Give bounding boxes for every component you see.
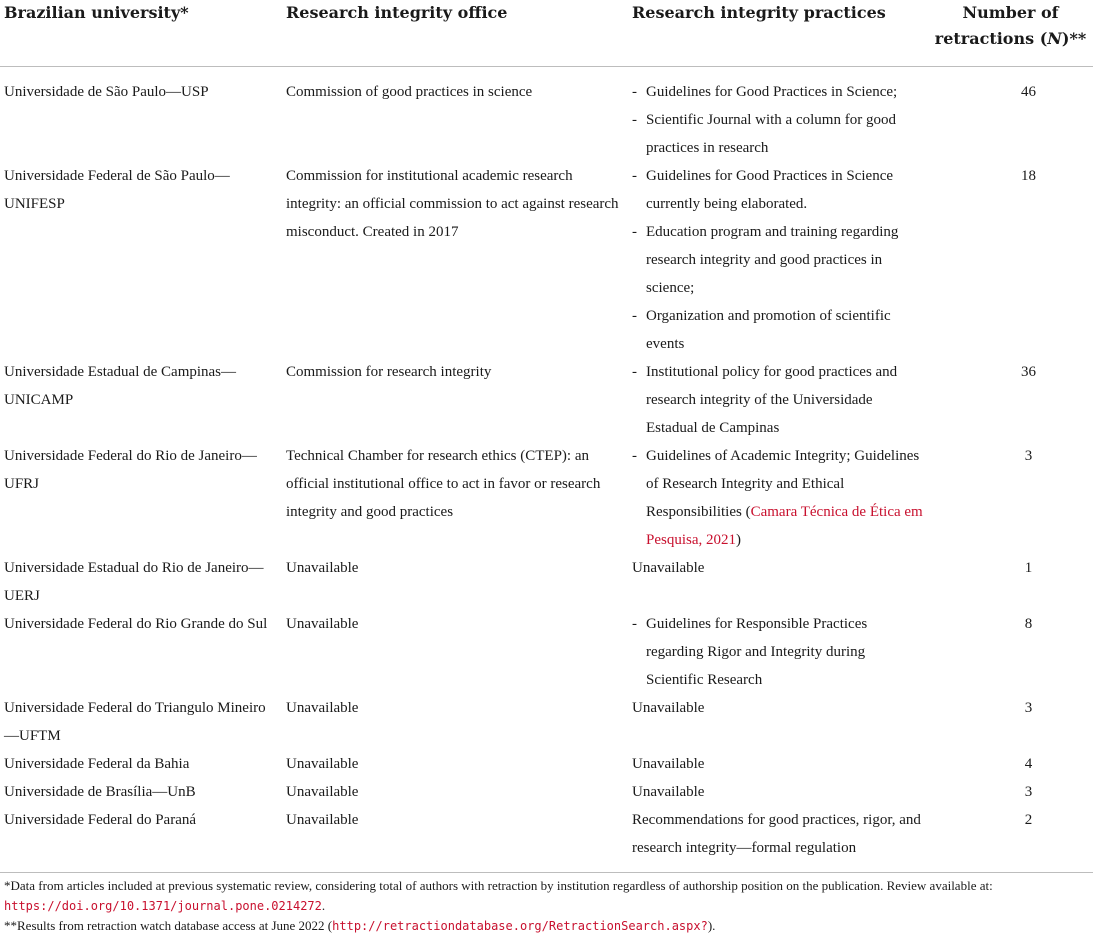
dash-marker: -	[632, 615, 637, 632]
table-row	[0, 750, 1093, 778]
header-practices-label: Research integrity practices	[632, 3, 886, 22]
cell-office: Technical Chamber for research ethics (CTEP): an official institutional office to act in favor or research integrity and good practices	[286, 447, 601, 520]
cell-university: Universidade Federal do Rio Grande do Sul	[4, 615, 268, 632]
cell-practices: Unavailable	[632, 559, 705, 576]
cell-practices	[628, 66, 928, 162]
cell-retractions: 18	[1021, 167, 1036, 184]
cell-practices	[628, 610, 928, 694]
practice-item	[632, 78, 924, 106]
table-row	[0, 358, 1093, 442]
table-row	[0, 442, 1093, 554]
practice-item	[632, 610, 924, 694]
cell-retractions: 36	[1021, 363, 1036, 380]
header-retractions-line1: Number of	[962, 3, 1059, 22]
footnote-2-database-link[interactable]: http://retractiondatabase.org/RetractionSearch.aspx?	[332, 919, 708, 933]
cell-office: Unavailable	[286, 699, 359, 716]
dash-marker: -	[632, 447, 637, 464]
practice-item	[632, 106, 924, 162]
table-header	[0, 0, 1093, 66]
cell-office: Unavailable	[286, 755, 359, 772]
cell-retractions: 4	[1024, 755, 1033, 772]
footnote-1-end: .	[321, 898, 326, 913]
dash-marker: -	[632, 167, 637, 184]
cell-office: Unavailable	[286, 783, 359, 800]
practice-text-close: )	[736, 531, 741, 548]
cell-university: Universidade Estadual do Rio de Janeiro—UERJ	[4, 559, 264, 604]
footnote-1-doi-link[interactable]: https://doi.org/10.1371/journal.pone.0214272	[4, 899, 322, 913]
header-row	[0, 0, 1093, 66]
cell-practices	[628, 162, 928, 358]
practice-item	[632, 358, 924, 442]
practice-text: Guidelines for Good Practices in Science currently being elaborated.	[646, 167, 894, 212]
table-body	[0, 66, 1093, 872]
footnote-2-end: ).	[707, 918, 716, 933]
practices-list	[632, 610, 924, 694]
cell-office: Unavailable	[286, 811, 359, 828]
footnote-2	[4, 916, 1089, 936]
cell-retractions: 3	[1024, 447, 1033, 464]
header-office-label: Research integrity office	[286, 3, 508, 22]
header-retractions-post: )**	[1061, 29, 1087, 48]
practices-list	[632, 162, 924, 358]
dash-marker: -	[632, 307, 637, 324]
cell-university: Universidade Federal do Paraná	[4, 811, 197, 828]
footnote-1	[4, 876, 1089, 916]
practice-text: Guidelines for Responsible Practices regarding Rigor and Integrity during Scientific Research	[646, 615, 868, 688]
table-row	[0, 162, 1093, 358]
cell-practices: Unavailable	[632, 699, 705, 716]
practice-text: Guidelines for Good Practices in Science;	[646, 83, 898, 100]
cell-office: Unavailable	[286, 615, 359, 632]
cell-university: Universidade Federal de São Paulo—UNIFESP	[4, 167, 230, 212]
header-practices	[628, 0, 928, 66]
header-retractions	[928, 0, 1093, 66]
dash-marker: -	[632, 223, 637, 240]
header-retractions-pre: retractions (	[934, 29, 1048, 48]
table-row	[0, 610, 1093, 694]
cell-office: Unavailable	[286, 559, 359, 576]
cell-university: Universidade Federal do Triangulo Mineiro—UFTM	[4, 699, 266, 744]
dash-marker: -	[632, 111, 637, 128]
practice-text: Scientific Journal with a column for good practices in research	[646, 111, 896, 156]
table-row	[0, 66, 1093, 162]
cell-retractions: 3	[1024, 783, 1033, 800]
practice-item	[632, 218, 924, 302]
cell-practices: Unavailable	[632, 783, 705, 800]
table-row	[0, 806, 1093, 873]
dash-marker: -	[632, 363, 637, 380]
dash-marker: -	[632, 83, 637, 100]
practice-text: Institutional policy for good practices and research integrity of the Universidade Estadual de Campinas	[646, 363, 898, 436]
footnote-1-text: *Data from articles included at previous systematic review, considering total of authors with retraction by institution regardless of authorship position on the publication. Review available at:	[4, 878, 993, 893]
cell-office: Commission for research integrity	[286, 363, 492, 380]
cell-university: Universidade de São Paulo—USP	[4, 83, 209, 100]
practice-text: Guidelines of Academic Integrity; Guidelines of Research Integrity and Ethical Responsibilities (	[646, 447, 920, 520]
cell-practices	[628, 358, 928, 442]
cell-retractions: 1	[1024, 559, 1033, 576]
practice-text: Organization and promotion of scientific events	[646, 307, 891, 352]
cell-practices	[628, 442, 928, 554]
cell-office: Commission of good practices in science	[286, 83, 533, 100]
practice-item	[632, 442, 924, 554]
cell-university: Universidade Federal da Bahia	[4, 755, 190, 772]
table-row	[0, 694, 1093, 750]
footnote-2-text: **Results from retraction watch database access at June 2022 (	[4, 918, 333, 933]
table-row	[0, 778, 1093, 806]
table-footnotes	[4, 876, 1089, 936]
header-university	[0, 0, 282, 66]
cell-university: Universidade Estadual de Campinas—UNICAMP	[4, 363, 237, 408]
practice-item	[632, 162, 924, 218]
cell-university: Universidade Federal do Rio de Janeiro—UFRJ	[4, 447, 257, 492]
cell-university: Universidade de Brasília—UnB	[4, 783, 196, 800]
table-row	[0, 554, 1093, 610]
practice-text: Education program and training regarding research integrity and good practices in science;	[646, 223, 899, 296]
header-office	[282, 0, 628, 66]
practice-item	[632, 302, 924, 358]
cell-practices: Recommendations for good practices, rigor, and research integrity—formal regulation	[632, 811, 921, 856]
practices-list	[632, 78, 924, 162]
cell-retractions: 8	[1024, 615, 1033, 632]
citation-link[interactable]: Camara Técnica de Ética em Pesquisa, 2021	[646, 503, 923, 548]
practices-list	[632, 442, 924, 554]
cell-retractions: 46	[1021, 83, 1036, 100]
practices-list	[632, 358, 924, 442]
cell-retractions: 2	[1024, 811, 1033, 828]
cell-office: Commission for institutional academic research integrity: an official commission to act against research misconduct. Created in 2017	[286, 167, 619, 240]
cell-retractions: 3	[1024, 699, 1033, 716]
header-retractions-n: N	[1047, 29, 1062, 48]
header-university-label: Brazilian university*	[4, 3, 189, 22]
cell-practices: Unavailable	[632, 755, 705, 772]
